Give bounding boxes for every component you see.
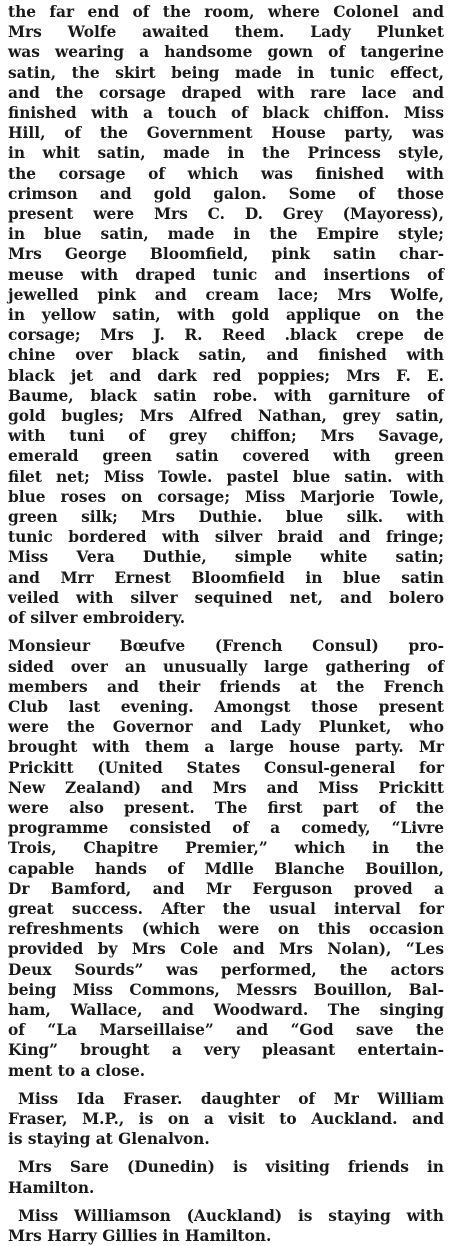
text-line: corsage; Mrs J. R. Reed .black crepe de bbox=[8, 326, 444, 345]
text-line: Trois, Chapitre Premier,” which in the bbox=[8, 839, 444, 858]
text-line: ham, Wallace, and Woodward. The singing bbox=[8, 1000, 444, 1019]
text-line: veiled with silver sequined net, and bolero bbox=[8, 588, 444, 607]
text-line: finished with a touch of black chiffon. Miss bbox=[8, 104, 444, 123]
text-line: Hill, of the Government House party, was bbox=[8, 124, 444, 143]
text-line: the far end of the room, where Colonel and bbox=[8, 3, 444, 21]
text-line: Dr Bamford, and Mr Ferguson proved a bbox=[8, 879, 444, 898]
paragraph-gap bbox=[8, 628, 444, 636]
text-line: with tuni of grey chiffon; Mrs Savage, bbox=[8, 427, 444, 446]
paragraph-gap bbox=[8, 1081, 444, 1089]
text-line: in whit satin, made in the Princess style, bbox=[8, 144, 444, 163]
text-line: emerald green satin covered with green bbox=[8, 447, 444, 466]
text-line: of silver embroidery. bbox=[8, 609, 186, 628]
text-line: Prickitt (United States Consul-general for bbox=[8, 758, 444, 777]
text-line: Hamilton. bbox=[8, 1178, 95, 1197]
text-line: and Mrr Ernest Bloomfield in blue satin bbox=[8, 568, 444, 587]
text-line: green silk; Mrs Duthie. blue silk. with bbox=[8, 508, 444, 527]
text-line: in yellow satin, with gold applique on the bbox=[8, 306, 444, 325]
text-line: sided over an unusually large gathering of bbox=[8, 657, 444, 676]
paragraph-miss-williamson bbox=[8, 1206, 444, 1246]
text-line: crimson and gold galon. Some of those bbox=[8, 184, 444, 203]
text-line: the corsage of which was finished with bbox=[8, 164, 444, 183]
text-line: refreshments (which were on this occasion bbox=[8, 920, 444, 939]
text-line: brought with them a large house party. Mr bbox=[8, 738, 444, 757]
text-line: Miss Ida Fraser. daughter of Mr William bbox=[18, 1089, 444, 1108]
text-line: is staying at Glenalvon. bbox=[8, 1130, 210, 1149]
text-line: Monsieur Bœufve (French Consul) pro- bbox=[8, 637, 444, 656]
text-line: Deux Sourds” was performed, the actors bbox=[8, 960, 444, 979]
text-line: ment to a close. bbox=[8, 1061, 146, 1080]
text-line: meuse with draped tunic and insertions of bbox=[8, 265, 444, 284]
text-line: programme consisted of a comedy, “Livre bbox=[8, 819, 444, 838]
text-line: present were Mrs C. D. Grey (Mayoress), bbox=[8, 205, 444, 224]
paragraph-gap bbox=[8, 1198, 444, 1206]
text-line: capable hands of Mdlle Blanche Bouillon, bbox=[8, 859, 444, 878]
text-line: Miss Vera Duthie, simple white satin; bbox=[8, 548, 444, 567]
text-line: in blue satin, made in the Empire style; bbox=[8, 225, 444, 244]
text-line: filet net; Miss Towle. pastel blue satin. with bbox=[8, 467, 444, 486]
text-line: was wearing a handsome gown of tangerine bbox=[8, 43, 444, 62]
paragraph-gap bbox=[8, 1149, 444, 1157]
text-line: were the Governor and Lady Plunket, who bbox=[8, 718, 444, 737]
text-line: Baume, black satin robe. with garniture of bbox=[8, 386, 444, 405]
text-line: chine over black satin, and finished with bbox=[8, 346, 444, 365]
text-line: black jet and dark red poppies; Mrs F. E. bbox=[8, 366, 444, 385]
text-line: great success. After the usual interval for bbox=[8, 899, 444, 918]
text-line: members and their friends at the French bbox=[8, 677, 444, 696]
paragraph-french-club bbox=[8, 636, 444, 1080]
text-line: King” brought a very pleasant entertain- bbox=[8, 1041, 444, 1060]
text-line: Mrs Wolfe awaited them. Lady Plunket bbox=[8, 23, 444, 42]
text-line: Club last evening. Amongst those present bbox=[8, 697, 444, 716]
paragraph-ball-gowns bbox=[8, 2, 444, 628]
text-line: jewelled pink and cream lace; Mrs Wolfe, bbox=[8, 285, 444, 304]
text-line: New Zealand) and Mrs and Miss Prickitt bbox=[8, 778, 444, 797]
text-line: and the corsage draped with rare lace and bbox=[8, 83, 444, 102]
text-line: Fraser, M.P., is on a visit to Auckland. and bbox=[8, 1109, 444, 1128]
text-line: tunic bordered with silver braid and fringe; bbox=[8, 528, 444, 547]
text-line: were also present. The first part of the bbox=[8, 798, 444, 817]
text-line: of “La Marseillaise” and “God save the bbox=[8, 1021, 444, 1040]
text-line: being Miss Commons, Messrs Bouillon, Bal- bbox=[8, 980, 444, 999]
text-line: Mrs Harry Gillies in Hamilton. bbox=[8, 1226, 272, 1245]
text-line: provided by Mrs Cole and Mrs Nolan), “Les bbox=[8, 940, 444, 959]
text-line: satin, the skirt being made in tunic effect, bbox=[8, 63, 444, 82]
paragraph-ida-fraser bbox=[8, 1089, 444, 1150]
text-line: Miss Williamson (Auckland) is staying with bbox=[18, 1206, 444, 1225]
paragraph-mrs-sare bbox=[8, 1157, 444, 1197]
text-line: Mrs Sare (Dunedin) is visiting friends in bbox=[18, 1158, 444, 1177]
text-line: gold bugles; Mrs Alfred Nathan, grey satin, bbox=[8, 407, 444, 426]
text-line: blue roses on corsage; Miss Marjorie Towle, bbox=[8, 487, 444, 506]
text-line: Mrs George Bloomfield, pink satin char- bbox=[8, 245, 444, 264]
